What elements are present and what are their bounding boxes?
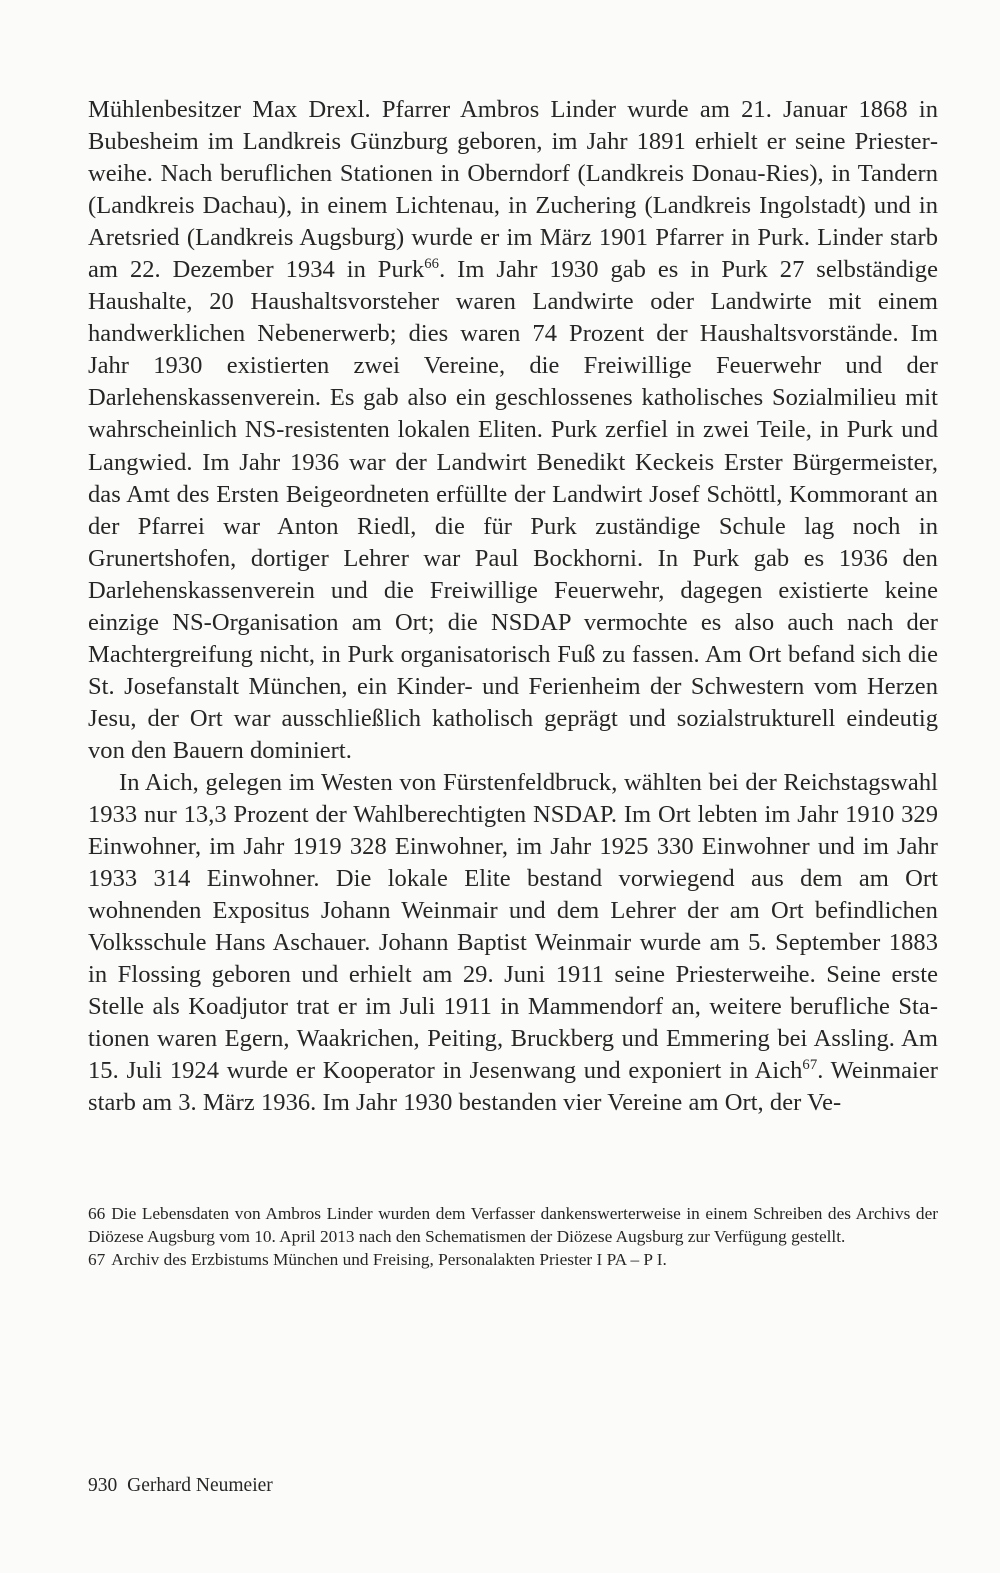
running-author: Gerhard Neumeier xyxy=(127,1475,273,1496)
paragraph-2-part-b: . Weinmaier starb am 3. März 1936. Im Jahr 1930 bestanden vier Vereine am Ort, der Ve- xyxy=(88,1057,938,1117)
footnote-number: 67 xyxy=(88,1250,106,1270)
paragraph-1 xyxy=(88,94,938,767)
page-number: 930 xyxy=(88,1475,118,1496)
paragraph-2-part-a: In Aich, gelegen im Westen von Fürstenfeldbruck, wählten bei der Reichstagswahl 1933 nur 13,3 Prozent der Wahlberechtigten NSDAP. Im Ort lebten im Jahr 1910 329 Einwohner, im Jahr 1919 328 Einwohner, im Jahr 1925 330 Einwohner und im Jahr 1933 314 Einwohner. Die lokale Elite bestand vorwiegend aus dem am Ort wohnenden Expositus Johann Weinmair und dem Lehrer der am Ort befindlichen Volksschule Hans Aschauer. Johann Baptist Weinmair wurde am 5. September 1883 in Flossing geboren und erhielt am 29. Juni 1911 seine Priesterweihe. Seine erste Stelle als Koadjutor trat er im Juli 1911 in Mammendorf an, weitere berufliche Stationen waren Egern, Waakrichen, Peiting, Bruckberg und Emmering bei Assling. Am 15. Juli 1924 wurde er Kooperator in Jesenwang und exponiert in Aich xyxy=(88,768,938,1085)
paragraph-1-part-b: . Im Jahr 1930 gab es in Purk 27 selbständige Haushalte, 20 Haushaltsvorsteher waren Landwirte oder Landwirte mit einem handwerklichen Nebenerwerb; dies waren 74 Prozent der Haushaltsvorstände. Im Jahr 1930 existierten zwei Vereine, die Freiwillige Feuerwehr und der Darlehenskassenverein. Es gab also ein geschlossenes katholisches Sozialmilieu mit wahrscheinlich NS-resistenten lokalen Eliten. Purk zerfiel in zwei Teile, in Purk und Langwied. Im Jahr 1936 war der Landwirt Benedikt Keckeis Erster Bürgermeister, das Amt des Ersten Beigeordneten erfüllte der Landwirt Josef Schöttl, Kommorant an der Pfarrei war Anton Riedl, die für Purk zuständige Schule lag noch in Grunertshofen, dortiger Lehrer war Paul Bockhorni. In Purk gab es 1936 den Darlehenskassenverein und die Freiwillige Feuerwehr, dagegen existierte keine einzige NS-Organisation am Ort; die NSDAP vermochte es also auch nach der Machtergreifung nicht, in Purk organisatorisch Fuß zu fassen. Am Ort befand sich die St. Josefanstalt München, ein Kinder- und Ferienheim der Schwestern vom Herzen Jesu, der Ort war ausschließlich katholisch geprägt und sozialstrukturell eindeutig von den Bauern dominiert. xyxy=(88,256,938,764)
footnotes xyxy=(88,1202,938,1272)
footnote-67 xyxy=(88,1248,938,1271)
page-footer xyxy=(88,1474,273,1498)
paragraph-2 xyxy=(88,767,938,1120)
footnote-text: Die Lebensdaten von Ambros Linder wurden dem Verfasser dankenswerterweise in einem Schreiben des Archivs der Diözese Augsburg vom 10. April 2013 nach den Schematismen der Diözese Augsburg zur Verfügung gestellt. xyxy=(88,1204,938,1247)
footnote-ref-66: 66 xyxy=(424,256,440,273)
footnote-text: Archiv des Erzbistums München und Freising, Personalakten Priester I PA – P I. xyxy=(111,1250,667,1270)
footnote-ref-67: 67 xyxy=(802,1057,818,1074)
paragraph-1-part-a: Mühlenbesitzer Max Drexl. Pfarrer Ambros Linder wurde am 21. Januar 1868 in Bubesheim im Landkreis Günzburg geboren, im Jahr 1891 erhielt er seine Priesterweihe. Nach beruflichen Stationen in Oberndorf (Landkreis Donau-Ries), in Tandern (Landkreis Dachau), in einem Lichtenau, in Zuchering (Landkreis Ingolstadt) und in Aretsried (Landkreis Augsburg) wurde er im März 1901 Pfarrer in Purk. Linder starb am 22. Dezember 1934 in Purk xyxy=(88,96,938,284)
main-text xyxy=(88,94,938,1120)
footnote-number: 66 xyxy=(88,1204,106,1223)
footnote-66 xyxy=(88,1202,938,1248)
